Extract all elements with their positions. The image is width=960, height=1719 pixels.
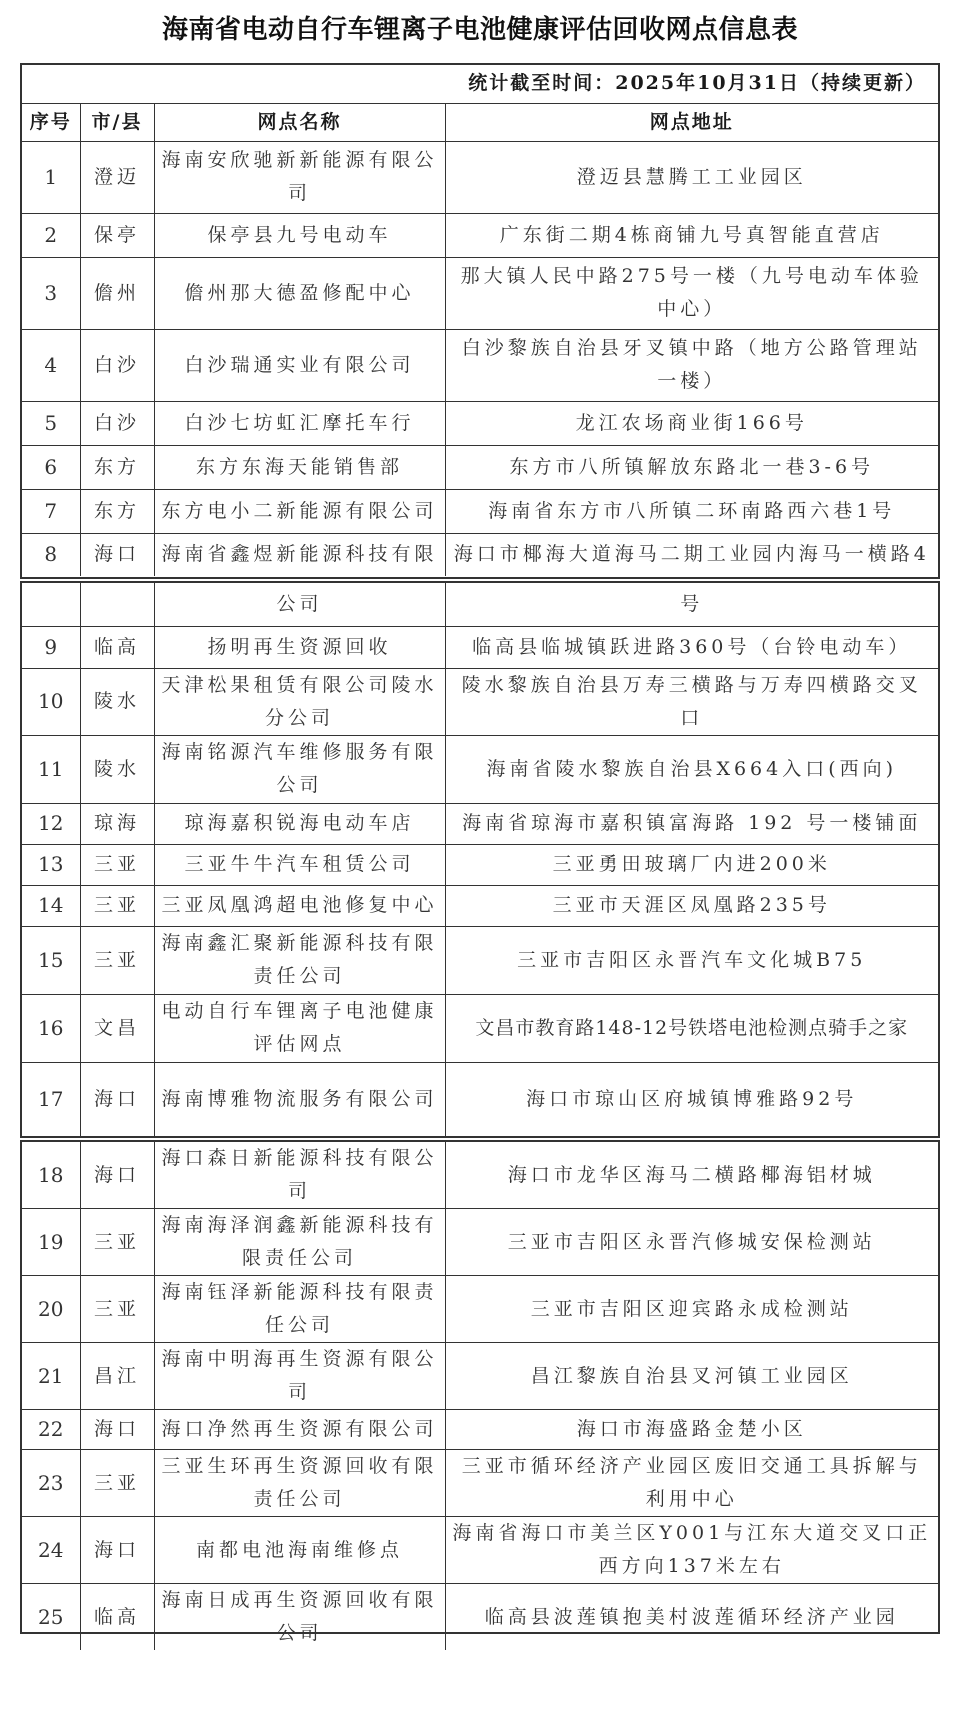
cell-city: 海口 bbox=[80, 1517, 154, 1584]
cell-city: 琼海 bbox=[80, 803, 154, 844]
cell-address: 那大镇人民中路275号一楼（九号电动车体验中心） bbox=[445, 257, 938, 329]
cell-city: 陵水 bbox=[80, 668, 154, 735]
cell-name: 海口净然再生资源有限公司 bbox=[154, 1410, 445, 1450]
sites-table-part-3 bbox=[22, 1142, 938, 1650]
table-block-2 bbox=[20, 581, 940, 1138]
cell-address: 广东街二期4栋商铺九号真智能直营店 bbox=[445, 213, 938, 257]
cell-name: 东方东海天能销售部 bbox=[154, 445, 445, 489]
table-row bbox=[22, 401, 938, 445]
cell-city: 澄迈 bbox=[80, 141, 154, 213]
cell-city: 东方 bbox=[80, 445, 154, 489]
cell-address: 临高县临城镇跃进路360号（台铃电动车） bbox=[445, 626, 938, 668]
table-block-1 bbox=[20, 63, 940, 579]
table-row bbox=[22, 1410, 938, 1450]
cell-name: 儋州那大德盈修配中心 bbox=[154, 257, 445, 329]
table-row bbox=[22, 926, 938, 994]
table-block-3 bbox=[20, 1140, 940, 1644]
cell-name: 公司 bbox=[154, 583, 445, 626]
cell-address: 海南省东方市八所镇二环南路西六巷1号 bbox=[445, 489, 938, 533]
cell-name: 东方电小二新能源有限公司 bbox=[154, 489, 445, 533]
cell-name: 扬明再生资源回收 bbox=[154, 626, 445, 668]
cell-address: 三亚市吉阳区永晋汽车文化城B75 bbox=[445, 926, 938, 994]
cell-no: 7 bbox=[22, 489, 80, 533]
cell-address: 海口市海盛路金楚小区 bbox=[445, 1410, 938, 1450]
cell-city: 保亭 bbox=[80, 213, 154, 257]
cell-city: 文昌 bbox=[80, 994, 154, 1062]
cell-address: 三亚市吉阳区永晋汽修城安保检测站 bbox=[445, 1209, 938, 1276]
cell-name: 三亚牛牛汽车租赁公司 bbox=[154, 844, 445, 885]
cell-address: 海口市琼山区府城镇博雅路92号 bbox=[445, 1062, 938, 1136]
sites-table-part-2 bbox=[22, 583, 938, 1136]
column-header-city: 市/县 bbox=[80, 103, 154, 141]
cell-address: 昌江黎族自治县叉河镇工业园区 bbox=[445, 1343, 938, 1410]
cell-city: 白沙 bbox=[80, 329, 154, 401]
table-row bbox=[22, 1209, 938, 1276]
cell-name: 海南安欣驰新新能源有限公司 bbox=[154, 141, 445, 213]
column-header-address: 网点地址 bbox=[445, 103, 938, 141]
table-row bbox=[22, 885, 938, 926]
cell-city: 三亚 bbox=[80, 885, 154, 926]
cell-name: 琼海嘉积锐海电动车店 bbox=[154, 803, 445, 844]
sites-table-part-1 bbox=[22, 65, 938, 576]
cell-name: 海南省鑫煜新能源科技有限 bbox=[154, 533, 445, 576]
cell-address: 三亚市循环经济产业园区废旧交通工具拆解与利用中心 bbox=[445, 1450, 938, 1517]
table-row bbox=[22, 489, 938, 533]
cell-address: 三亚市吉阳区迎宾路永成检测站 bbox=[445, 1276, 938, 1343]
cell-address: 文昌市教育路148-12号铁塔电池检测点骑手之家 bbox=[445, 994, 938, 1062]
cell-no: 15 bbox=[22, 926, 80, 994]
cell-no: 3 bbox=[22, 257, 80, 329]
cell-no: 5 bbox=[22, 401, 80, 445]
stat-date: 统计截至时间：2025年10月31日（持续更新） bbox=[22, 65, 938, 103]
table-row bbox=[22, 668, 938, 735]
cell-no: 18 bbox=[22, 1142, 80, 1209]
cell-city bbox=[80, 583, 154, 626]
cell-no: 12 bbox=[22, 803, 80, 844]
table-row bbox=[22, 1343, 938, 1410]
cell-address: 三亚勇田玻璃厂内进200米 bbox=[445, 844, 938, 885]
cell-address: 澄迈县慧腾工工业园区 bbox=[445, 141, 938, 213]
cell-city: 海口 bbox=[80, 533, 154, 576]
cell-no: 8 bbox=[22, 533, 80, 576]
cell-name: 白沙瑞通实业有限公司 bbox=[154, 329, 445, 401]
cell-no: 11 bbox=[22, 735, 80, 803]
page-title: 海南省电动自行车锂离子电池健康评估回收网点信息表 bbox=[161, 15, 798, 45]
cell-no: 19 bbox=[22, 1209, 80, 1276]
cell-no: 23 bbox=[22, 1450, 80, 1517]
cell-name: 三亚凤凰鸿超电池修复中心 bbox=[154, 885, 445, 926]
cell-name: 海口森日新能源科技有限公司 bbox=[154, 1142, 445, 1209]
cell-address: 海南省陵水黎族自治县X664入口(西向) bbox=[445, 735, 938, 803]
cell-address: 三亚市天涯区凤凰路235号 bbox=[445, 885, 938, 926]
table-row bbox=[22, 141, 938, 213]
cell-address: 白沙黎族自治县牙叉镇中路（地方公路管理站一楼） bbox=[445, 329, 938, 401]
cell-address: 海南省海口市美兰区Y001与江东大道交叉口正西方向137米左右 bbox=[445, 1517, 938, 1584]
cell-city: 海口 bbox=[80, 1142, 154, 1209]
cell-no: 4 bbox=[22, 329, 80, 401]
table-row bbox=[22, 803, 938, 844]
table-row bbox=[22, 257, 938, 329]
cell-name: 南都电池海南维修点 bbox=[154, 1517, 445, 1584]
table-row bbox=[22, 1450, 938, 1517]
cell-city: 海口 bbox=[80, 1062, 154, 1136]
cell-no: 16 bbox=[22, 994, 80, 1062]
cell-no: 25 bbox=[22, 1584, 80, 1651]
cell-no: 20 bbox=[22, 1276, 80, 1343]
table-row bbox=[22, 994, 938, 1062]
cell-city: 白沙 bbox=[80, 401, 154, 445]
table-row bbox=[22, 445, 938, 489]
cell-address: 龙江农场商业街166号 bbox=[445, 401, 938, 445]
cell-name: 海南海泽润鑫新能源科技有限责任公司 bbox=[154, 1209, 445, 1276]
cell-name: 保亭县九号电动车 bbox=[154, 213, 445, 257]
cell-city: 陵水 bbox=[80, 735, 154, 803]
cell-address: 海口市龙华区海马二横路椰海铝材城 bbox=[445, 1142, 938, 1209]
column-header-name: 网点名称 bbox=[154, 103, 445, 141]
cell-address: 陵水黎族自治县万寿三横路与万寿四横路交叉口 bbox=[445, 668, 938, 735]
table-row bbox=[22, 626, 938, 668]
cell-no: 17 bbox=[22, 1062, 80, 1136]
cell-city: 昌江 bbox=[80, 1343, 154, 1410]
cell-no bbox=[22, 583, 80, 626]
cell-no: 6 bbox=[22, 445, 80, 489]
cell-name: 海南铭源汽车维修服务有限公司 bbox=[154, 735, 445, 803]
table-row bbox=[22, 329, 938, 401]
cell-name: 海南钰泽新能源科技有限责任公司 bbox=[154, 1276, 445, 1343]
cell-no: 22 bbox=[22, 1410, 80, 1450]
cell-no: 1 bbox=[22, 141, 80, 213]
cell-address: 东方市八所镇解放东路北一巷3-6号 bbox=[445, 445, 938, 489]
table-row bbox=[22, 1517, 938, 1584]
cell-city: 海口 bbox=[80, 1410, 154, 1450]
cell-address: 临高县波莲镇抱美村波莲循环经济产业园 bbox=[445, 1584, 938, 1651]
table-row bbox=[22, 1584, 938, 1651]
cell-no: 13 bbox=[22, 844, 80, 885]
cell-name: 电动自行车锂离子电池健康评估网点 bbox=[154, 994, 445, 1062]
cell-name: 海南鑫汇聚新能源科技有限责任公司 bbox=[154, 926, 445, 994]
table-row-continuation bbox=[22, 583, 938, 626]
cell-name: 天津松果租赁有限公司陵水分公司 bbox=[154, 668, 445, 735]
table-row bbox=[22, 533, 938, 576]
cell-address: 海口市椰海大道海马二期工业园内海马一横路4 bbox=[445, 533, 938, 576]
cell-city: 三亚 bbox=[80, 1276, 154, 1343]
column-header-no: 序号 bbox=[22, 103, 80, 141]
cell-no: 24 bbox=[22, 1517, 80, 1584]
cell-name: 白沙七坊虹汇摩托车行 bbox=[154, 401, 445, 445]
cell-no: 9 bbox=[22, 626, 80, 668]
table-row bbox=[22, 1142, 938, 1209]
cell-city: 东方 bbox=[80, 489, 154, 533]
cell-address: 号 bbox=[445, 583, 938, 626]
table-row bbox=[22, 1062, 938, 1136]
table-row bbox=[22, 844, 938, 885]
cell-no: 14 bbox=[22, 885, 80, 926]
cell-no: 21 bbox=[22, 1343, 80, 1410]
cell-address: 海南省琼海市嘉积镇富海路 192 号一楼铺面 bbox=[445, 803, 938, 844]
cell-no: 2 bbox=[22, 213, 80, 257]
cell-city: 儋州 bbox=[80, 257, 154, 329]
cell-city: 三亚 bbox=[80, 844, 154, 885]
cell-name: 海南中明海再生资源有限公司 bbox=[154, 1343, 445, 1410]
cell-name: 三亚生环再生资源回收有限责任公司 bbox=[154, 1450, 445, 1517]
cell-name: 海南博雅物流服务有限公司 bbox=[154, 1062, 445, 1136]
cell-city: 三亚 bbox=[80, 926, 154, 994]
table-row bbox=[22, 1276, 938, 1343]
cell-no: 10 bbox=[22, 668, 80, 735]
cell-name: 海南日成再生资源回收有限公司 bbox=[154, 1584, 445, 1651]
table-row bbox=[22, 735, 938, 803]
cell-city: 三亚 bbox=[80, 1450, 154, 1517]
cell-city: 临高 bbox=[80, 626, 154, 668]
cell-city: 临高 bbox=[80, 1584, 154, 1651]
table-row bbox=[22, 213, 938, 257]
cell-city: 三亚 bbox=[80, 1209, 154, 1276]
